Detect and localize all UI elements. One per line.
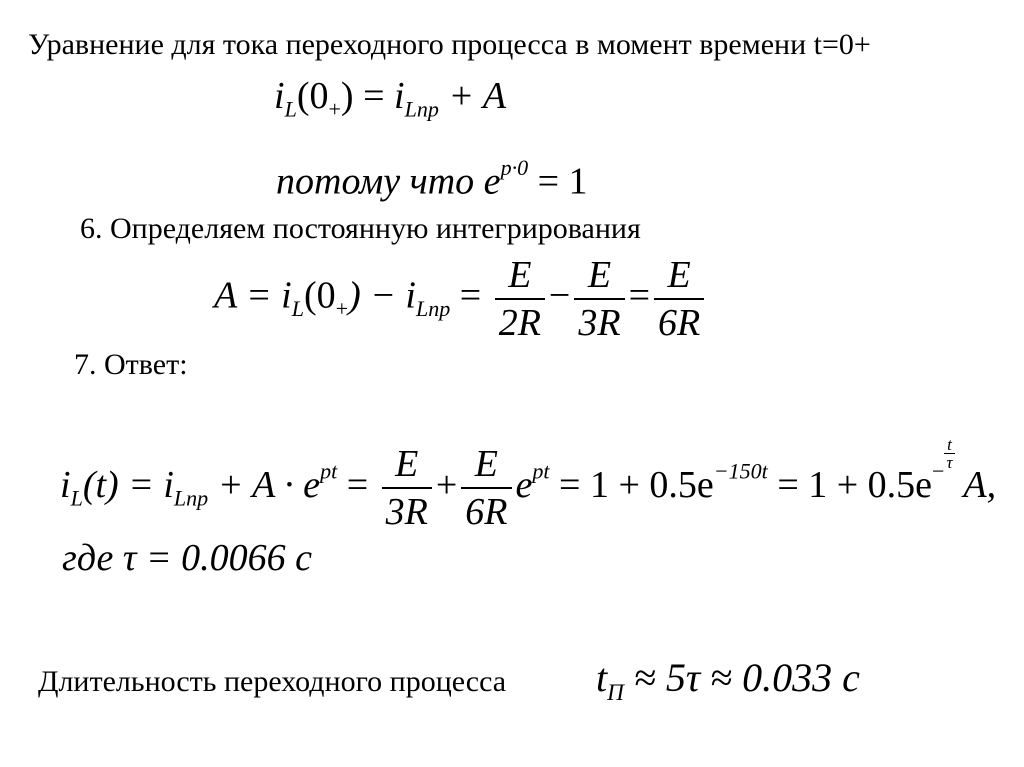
eq3-sub-Lnp: Lnp	[415, 296, 451, 322]
eq3-sub-plus: +	[335, 296, 349, 322]
eq4-f2-num: E	[461, 443, 511, 489]
eq1-sub-L: L	[284, 96, 297, 122]
eq3-fraction-1	[495, 254, 545, 344]
heading-line	[28, 28, 871, 62]
eq1-close: ) =	[340, 75, 395, 117]
eq3-fraction-2	[574, 254, 624, 344]
equation-constant	[214, 254, 708, 344]
eq1-i: i	[274, 75, 285, 117]
eq4-pt2: pt	[532, 458, 550, 484]
eq3-eq2: =	[628, 274, 650, 317]
eq4-fraction-1	[382, 443, 432, 533]
eq2-text: потому что e	[276, 160, 501, 203]
eq2-rhs: = 1	[528, 160, 588, 203]
eq3-A-eq: A = i	[214, 274, 292, 317]
eq4-plus-A: + A · e	[208, 464, 321, 507]
eq4-exp-tau: τ	[946, 453, 953, 473]
eq4-eq-one: = 1 + 0.5e	[549, 464, 714, 507]
equation-because	[276, 146, 588, 204]
step-6-heading	[80, 212, 641, 246]
eq3-minus2: −	[548, 274, 571, 317]
eq4-pt1: pt	[320, 458, 338, 484]
eq4-i: i	[60, 464, 71, 507]
eq4-unit: A,	[954, 464, 997, 507]
eq3-sub-L: L	[291, 296, 304, 322]
step-6-text: 6. Определяем постоянную интегрирования	[80, 212, 641, 245]
eq4-fraction-2	[461, 443, 511, 533]
eq1-i2: i	[394, 75, 405, 117]
eq3-f1-den: 2R	[498, 302, 541, 344]
eq3-minus: ) − i	[348, 274, 416, 317]
eq3-f2-num: E	[574, 254, 624, 300]
equation-initial-current	[274, 74, 506, 131]
step-7-heading	[74, 348, 188, 382]
eq1-sub-Lnp: Lnp	[404, 96, 439, 122]
duration-sub: П	[607, 679, 624, 706]
eq4-eq-one2: = 1 + 0.5e	[767, 464, 933, 507]
equation-answer	[60, 436, 996, 533]
eq4-sub-L: L	[70, 485, 83, 511]
eq2-exp: p·0	[500, 155, 529, 180]
step-7-text: 7. Ответ:	[74, 348, 188, 381]
eq4-f1-num: E	[382, 443, 432, 489]
eq4-eq: =	[337, 464, 378, 507]
eq4-sub-Lnp: Lnp	[173, 485, 209, 511]
eq3-eq: =	[450, 274, 491, 317]
equation-tau	[62, 536, 312, 580]
eq4-e2: e	[515, 464, 533, 507]
duration-line	[38, 660, 506, 704]
eq4-exp150: −150t	[713, 458, 768, 484]
duration-label: Длительность переходного процесса	[38, 665, 507, 698]
eq1-open: (0	[296, 75, 329, 117]
eq4-f2-den: 6R	[465, 491, 508, 534]
eq3-fraction-3	[654, 254, 704, 344]
duration-t: t	[596, 655, 608, 700]
eq3-f3-den: 6R	[658, 302, 701, 344]
eq1-rhs: + A	[438, 75, 507, 117]
eq4-exp-fraction	[944, 436, 954, 471]
heading-text: Уравнение для тока переходного процесса в момент времени t=0+	[28, 28, 871, 61]
eq4-f1-den: 3R	[385, 491, 428, 534]
eq4-exp-t: t	[944, 436, 954, 454]
eq3-f1-num: E	[495, 254, 545, 300]
eq3-f2-den: 3R	[578, 302, 621, 344]
eq4-plus: +	[435, 464, 458, 507]
eq1-sub-plus: +	[328, 96, 341, 122]
duration-rhs: ≈ 5τ ≈ 0.033 c	[623, 655, 860, 700]
eq5-text: где τ = 0.0066 c	[62, 537, 312, 579]
eq4-t-eq: (t) = i	[82, 464, 174, 507]
eq4-exp-minus: −	[932, 458, 945, 484]
duration-equation	[596, 656, 860, 715]
eq3-open: (0	[304, 274, 336, 317]
eq3-f3-num: E	[654, 254, 704, 300]
